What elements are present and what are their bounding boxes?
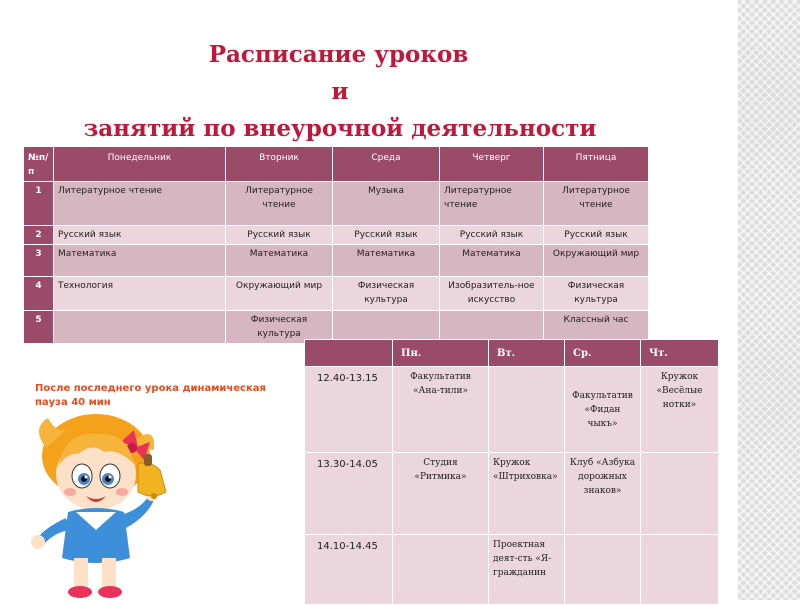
table-row [305, 367, 719, 453]
table-cell [641, 535, 719, 605]
table-cell: Математика [440, 245, 544, 277]
table-cell [641, 453, 719, 535]
table-cell: Кружок «Весёлые нотки» [641, 367, 719, 453]
title-line-3: занятий по внеурочной деятельности [83, 115, 597, 142]
child-with-bell-illustration [26, 408, 206, 600]
header-cell: Вторник [226, 147, 333, 182]
header-cell: Пятница [544, 147, 649, 182]
table-row [305, 453, 719, 535]
table-cell: Студия «Ритмика» [393, 453, 489, 535]
table-cell: Факультатив «Ана-тили» [393, 367, 489, 453]
header-cell: Пн. [393, 340, 489, 367]
table-cell: Физическая культура [333, 277, 440, 311]
header-cell: Чт. [641, 340, 719, 367]
table-cell: Русский язык [54, 226, 226, 245]
table-cell: Математика [226, 245, 333, 277]
header-cell: Понедельник [54, 147, 226, 182]
table-cell: Русский язык [333, 226, 440, 245]
table-row [305, 535, 719, 605]
header-cell: Вт. [489, 340, 565, 367]
table-header-row [305, 340, 719, 367]
table-cell: Русский язык [226, 226, 333, 245]
table-cell: Изобразитель-ное искусство [440, 277, 544, 311]
page-title [40, 36, 640, 147]
table-cell: Технология [54, 277, 226, 311]
table-cell: Математика [333, 245, 440, 277]
lessons-schedule-table [23, 146, 649, 344]
decorative-side-strip [738, 0, 800, 600]
table-cell: Классный час [544, 311, 649, 344]
row-number: 4 [24, 277, 54, 311]
header-cell: Четверг [440, 147, 544, 182]
extracurricular-table [304, 339, 719, 605]
table-cell: Окружающий мир [226, 277, 333, 311]
time-slot: 13.30-14.05 [305, 453, 393, 535]
row-number: 3 [24, 245, 54, 277]
table-cell: Музыка [333, 182, 440, 226]
table-row [24, 226, 649, 245]
table-cell: Окружающий мир [544, 245, 649, 277]
table-cell: Проектная деят-сть «Я-гражданин [489, 535, 565, 605]
table-cell: Русский язык [544, 226, 649, 245]
header-cell [305, 340, 393, 367]
table-cell: Физическая культура [544, 277, 649, 311]
header-cell: Ср. [565, 340, 641, 367]
header-cell: №п/п [24, 147, 54, 182]
table-cell: Клуб «Азбука дорожных знаков» [565, 453, 641, 535]
table-cell [489, 367, 565, 453]
title-line-1: Расписание уроков [208, 41, 469, 68]
time-slot: 12.40-13.15 [305, 367, 393, 453]
pause-note: После последнего урока динамическая пауза 40 мин [35, 383, 266, 408]
table-cell: Факультатив «Фидан чыкъ» [565, 367, 641, 453]
table-cell: Математика [54, 245, 226, 277]
table-cell: Русский язык [440, 226, 544, 245]
table-cell [54, 311, 226, 344]
table-cell: Литературное чтение [54, 182, 226, 226]
table-cell: Литературное чтение [440, 182, 544, 226]
time-slot: 14.10-14.45 [305, 535, 393, 605]
table-row [24, 245, 649, 277]
table-cell: Литературное чтение [226, 182, 333, 226]
table-row [24, 277, 649, 311]
header-cell: Среда [333, 147, 440, 182]
table-header-row [24, 147, 649, 182]
table-cell: Литературное чтение [544, 182, 649, 226]
table-cell [565, 535, 641, 605]
row-number: 5 [24, 311, 54, 344]
table-row [24, 182, 649, 226]
title-line-2: и [331, 78, 349, 105]
table-cell: Физическая культура [226, 311, 333, 344]
row-number: 1 [24, 182, 54, 226]
table-cell [393, 535, 489, 605]
table-cell: Кружок «Штриховка» [489, 453, 565, 535]
row-number: 2 [24, 226, 54, 245]
